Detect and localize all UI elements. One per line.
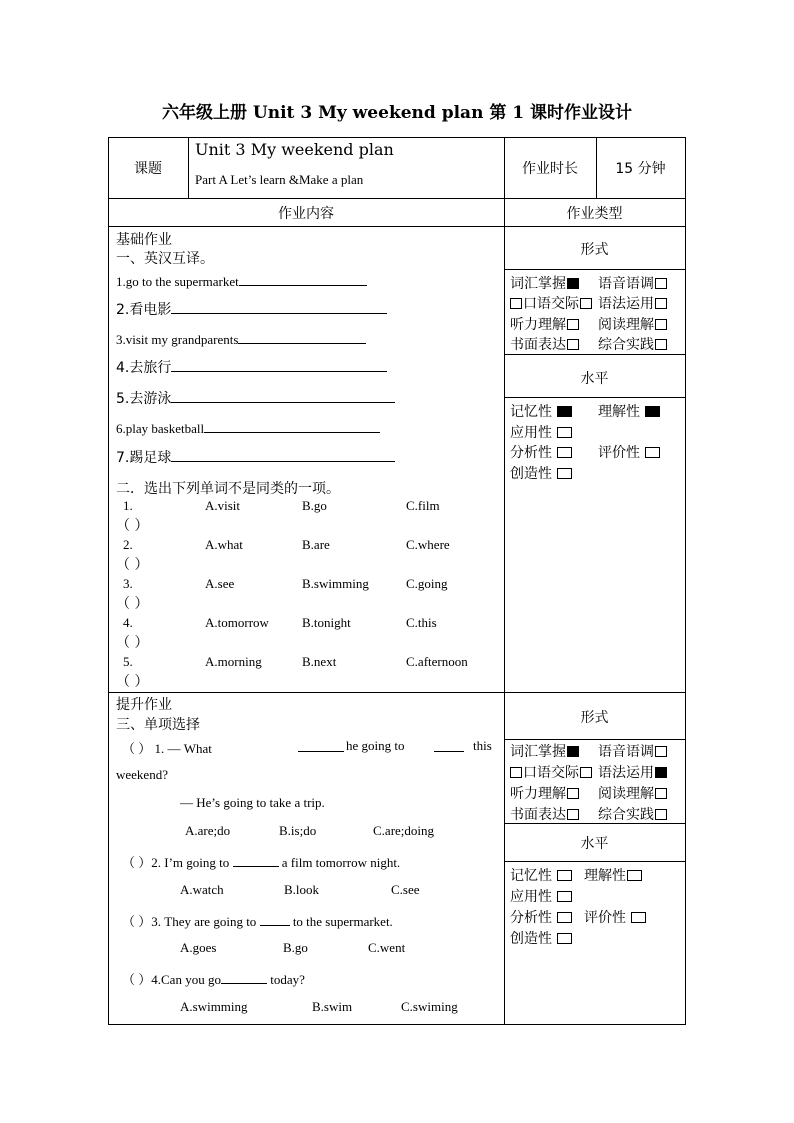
- answer-blank: （ ）: [116, 635, 149, 651]
- option-c: C.are;doing: [373, 823, 435, 838]
- checkbox-icon: [655, 319, 667, 330]
- checkbox-icon: [655, 278, 667, 289]
- form-pronunciation: 语音语调: [598, 741, 667, 761]
- answer-blank: （ ）: [116, 596, 149, 612]
- checkbox-icon: [580, 767, 592, 778]
- option-b: B.look: [284, 882, 320, 897]
- question-number: 1.: [123, 498, 133, 513]
- question-number: 5.: [123, 654, 133, 669]
- option-a: A.visit: [205, 498, 241, 513]
- form-reading: 阅读理解: [598, 783, 667, 803]
- form-speaking: 口语交际: [510, 293, 592, 313]
- option-a: A.morning: [205, 654, 262, 669]
- checkbox-icon: [557, 427, 572, 438]
- part-title: 二．选出下列单词不是同类的一项。: [116, 481, 340, 497]
- checkbox-icon: [557, 468, 572, 479]
- checkbox-icon: [580, 298, 592, 309]
- option-c: C.afternoon: [406, 654, 468, 669]
- form-vocab: 词汇掌握: [510, 273, 579, 293]
- option-b: B.are: [302, 537, 330, 552]
- form-label: 形式: [580, 242, 609, 258]
- checkbox-icon: [567, 788, 579, 799]
- checkbox-icon: [510, 767, 522, 778]
- question-text: （ ）4.Can you go today?: [122, 972, 305, 987]
- part-title: 三、单项选择: [116, 717, 200, 733]
- checkbox-icon: [557, 447, 572, 458]
- duration-value: 15 分钟: [615, 161, 666, 177]
- translate-item: 1.go to the supermarket: [116, 271, 367, 290]
- question-text: （ ） 1. — What: [122, 741, 212, 756]
- option-b: B.swimming: [302, 576, 369, 591]
- option-a: A.are;do: [185, 823, 231, 838]
- answer-blank: [298, 738, 344, 752]
- answer-prompt: — He’s going to take a trip.: [180, 795, 325, 810]
- checkbox-icon: [567, 319, 579, 330]
- question-number: 4.: [123, 615, 133, 630]
- option-a: A.tomorrow: [205, 615, 269, 630]
- answer-blank: （ ）: [116, 518, 149, 534]
- answer-blank: （ ）: [116, 557, 149, 573]
- checkbox-icon: [655, 339, 667, 350]
- checkbox-icon: [557, 870, 572, 881]
- option-c: C.went: [368, 940, 406, 955]
- checkbox-icon: [567, 809, 579, 820]
- lesson-name: Part A Let’s learn &Make a plan: [195, 172, 364, 187]
- form-writing: 书面表达: [510, 334, 579, 354]
- level-analysis: 分析性: [510, 907, 572, 927]
- option-b: B.tonight: [302, 615, 351, 630]
- answer-blank: [434, 738, 464, 752]
- form-pronunciation: 语音语调: [598, 273, 667, 293]
- form-vocab: 词汇掌握: [510, 741, 579, 761]
- checkbox-icon: [510, 298, 522, 309]
- checkbox-icon: [557, 912, 572, 923]
- translate-item: 7.踢足球: [116, 447, 395, 467]
- option-b: B.swim: [312, 999, 353, 1014]
- option-a: A.swimming: [180, 999, 248, 1014]
- translate-item: 2.看电影: [116, 299, 387, 319]
- level-application: 应用性: [510, 886, 572, 906]
- checkbox-icon: [655, 809, 667, 820]
- level-creativity: 创造性: [510, 463, 572, 483]
- level-analysis: 分析性: [510, 442, 572, 462]
- translate-item: 6.play basketball: [116, 418, 380, 437]
- checkbox-icon: [655, 746, 667, 757]
- question-text: （ ）3. They are going to to the supermarket.: [122, 914, 393, 929]
- level-creativity: 创造性: [510, 928, 572, 948]
- part-title: 一、英汉互译。: [116, 251, 214, 267]
- level-label: 水平: [580, 836, 609, 852]
- option-a: A.what: [205, 537, 243, 552]
- option-c: C.this: [406, 615, 437, 630]
- question-number: 3.: [123, 576, 133, 591]
- option-a: A.watch: [180, 882, 224, 897]
- level-understanding: 理解性: [584, 865, 642, 885]
- level-evaluation: 评价性: [598, 442, 660, 462]
- form-grammar: 语法运用: [598, 762, 667, 782]
- level-evaluation: 评价性: [584, 907, 646, 927]
- content-header: 作业内容: [278, 206, 334, 222]
- level-memory: 记忆性: [510, 865, 572, 885]
- translate-item: 4.去旅行: [116, 357, 387, 377]
- option-c: C.going: [406, 576, 448, 591]
- translate-item: 5.去游泳: [116, 388, 395, 408]
- answer-blank: （ ）: [116, 674, 149, 690]
- checkbox-icon: [557, 933, 572, 944]
- form-listening: 听力理解: [510, 783, 579, 803]
- section-title: 提升作业: [116, 697, 172, 713]
- form-speaking: 口语交际: [510, 762, 592, 782]
- question-text: he going to: [346, 738, 405, 753]
- checked-box-icon: [655, 767, 667, 778]
- unit-title: Unit 3 My weekend plan: [195, 140, 394, 159]
- checkbox-icon: [645, 447, 660, 458]
- type-header: 作业类型: [566, 206, 623, 222]
- checkbox-icon: [655, 788, 667, 799]
- checked-box-icon: [645, 406, 660, 417]
- form-reading: 阅读理解: [598, 314, 667, 334]
- question-number: 2.: [123, 537, 133, 552]
- question-text: （ ）2. I’m going to a film tomorrow night.: [122, 855, 401, 870]
- form-practice: 综合实践: [598, 804, 667, 824]
- translate-item: 3.visit my grandparents: [116, 329, 366, 348]
- level-understanding: 理解性: [598, 401, 660, 421]
- checked-box-icon: [567, 278, 579, 289]
- checkbox-icon: [567, 339, 579, 350]
- option-c: C.where: [406, 537, 450, 552]
- option-b: B.go: [302, 498, 327, 513]
- checkbox-icon: [631, 912, 646, 923]
- option-b: B.go: [283, 940, 308, 955]
- checkbox-icon: [557, 891, 572, 902]
- topic-label: 课题: [134, 161, 162, 177]
- checked-box-icon: [557, 406, 572, 417]
- section-title: 基础作业: [116, 232, 172, 248]
- checkbox-icon: [627, 870, 642, 881]
- level-application: 应用性: [510, 422, 572, 442]
- question-text: this: [473, 738, 492, 753]
- option-c: C.swiming: [401, 999, 458, 1014]
- form-practice: 综合实践: [598, 334, 667, 354]
- form-label: 形式: [580, 710, 609, 726]
- page-title: 六年级上册 Unit 3 My weekend plan 第 1 课时作业设计: [161, 103, 633, 123]
- option-b: B.is;do: [279, 823, 317, 838]
- checked-box-icon: [567, 746, 579, 757]
- option-c: C.film: [406, 498, 440, 513]
- option-a: A.goes: [180, 940, 217, 955]
- checkbox-icon: [655, 298, 667, 309]
- question-text: weekend?: [116, 767, 168, 782]
- duration-label: 作业时长: [522, 161, 578, 177]
- option-b: B.next: [302, 654, 337, 669]
- option-a: A.see: [205, 576, 235, 591]
- form-writing: 书面表达: [510, 804, 579, 824]
- form-grammar: 语法运用: [598, 293, 667, 313]
- form-listening: 听力理解: [510, 314, 579, 334]
- level-memory: 记忆性: [510, 401, 572, 421]
- option-c: C.see: [391, 882, 420, 897]
- level-label: 水平: [580, 371, 609, 387]
